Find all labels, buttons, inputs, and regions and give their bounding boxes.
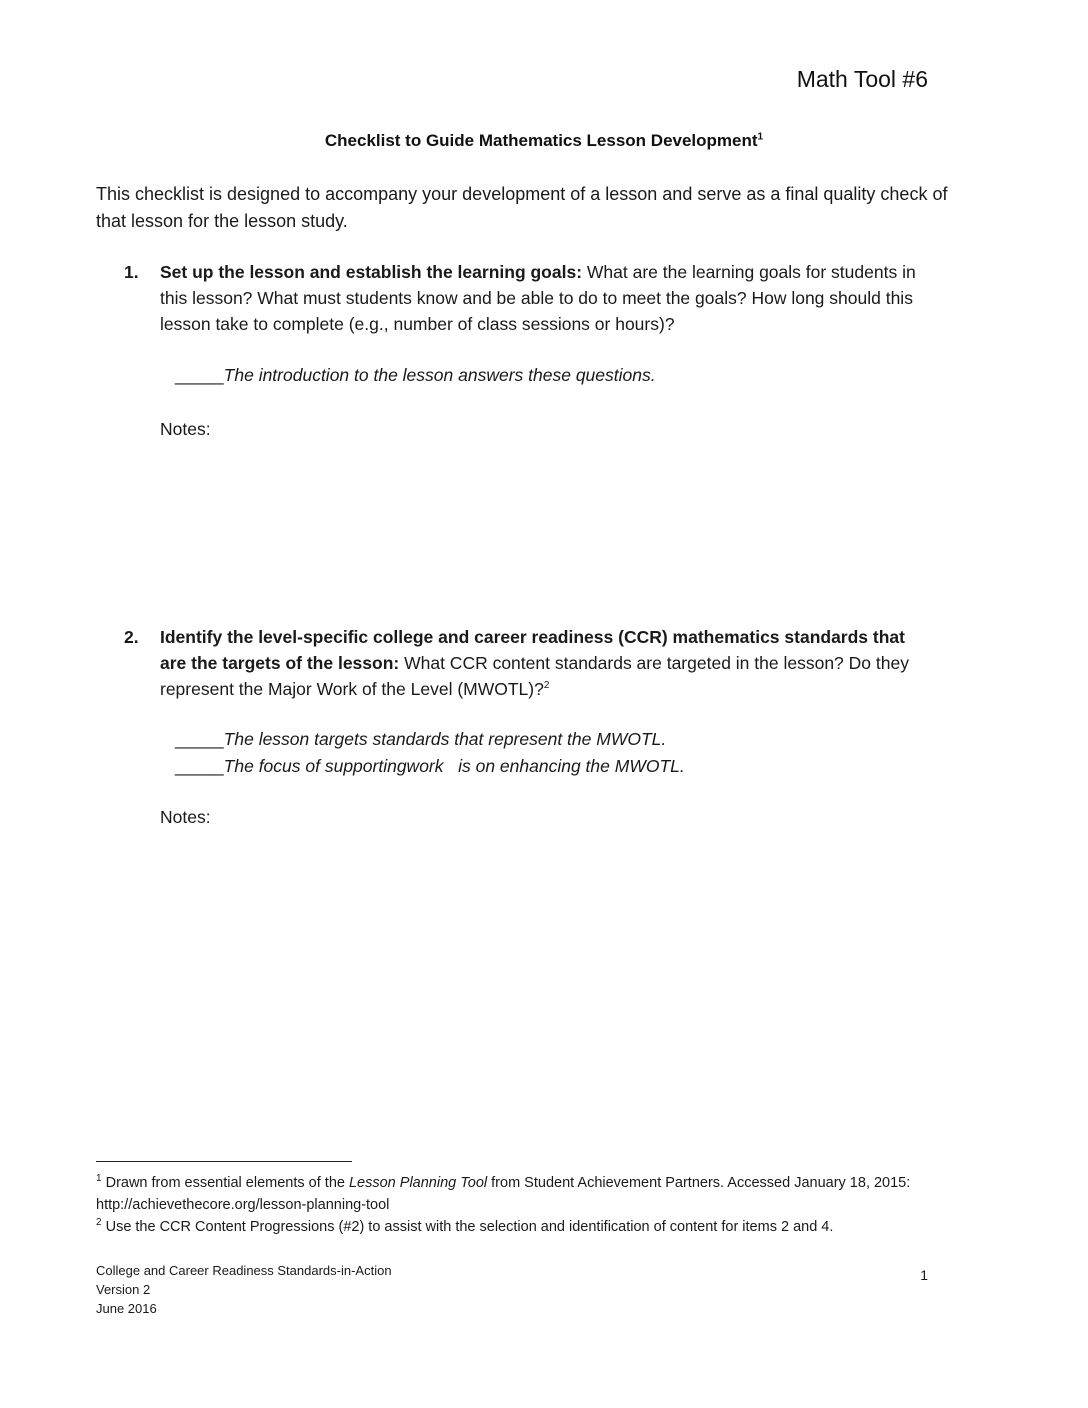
item-body xyxy=(160,259,924,337)
footnote-2 xyxy=(96,1216,976,1238)
item-text: What CCR content standards are targeted in the lesson? Do they represent the Major Work of the Level (MWOTL)? xyxy=(160,653,909,699)
check-line xyxy=(175,756,685,777)
footnote-separator xyxy=(96,1161,352,1162)
footnote-text: Drawn from essential elements of the xyxy=(101,1175,349,1191)
footnotes xyxy=(96,1172,976,1238)
footnote-text: from Student Achievement Partners. Accessed January 18, 2015: http://achievethecore.org/lesson-planning-tool xyxy=(96,1175,911,1213)
footnote-mark: 1 xyxy=(96,1173,102,1185)
item-body xyxy=(160,624,924,702)
notes-label: Notes: xyxy=(160,419,211,439)
check-text: The lesson targets standards that represent the MWOTL. xyxy=(223,729,667,749)
footnote-italic: Lesson Planning Tool xyxy=(348,1175,488,1191)
check-text: The focus of supportingwork is on enhancing the MWOTL. xyxy=(223,756,685,776)
checklist-item-2 xyxy=(124,624,924,702)
title-footnote-ref: 1 xyxy=(757,131,764,143)
page-footer xyxy=(96,1261,392,1318)
check-blank[interactable]: _____ xyxy=(175,365,224,385)
item-text: What are the learning goals for students in this lesson? What must students know and be able to do to meet the goals? How long should this lesson take to complete (e.g., number of class sessions or hours)? xyxy=(160,262,916,334)
check-blank[interactable]: _____ xyxy=(175,729,224,749)
footer-line: June 2016 xyxy=(96,1301,157,1316)
title-text: Checklist to Guide Mathematics Lesson Development xyxy=(324,131,758,150)
checklist-item-1 xyxy=(124,259,924,337)
tool-label: Math Tool #6 xyxy=(796,66,928,92)
check-line xyxy=(175,365,656,386)
footnote-mark: 2 xyxy=(96,1217,102,1229)
footnote-1 xyxy=(96,1172,976,1216)
intro-paragraph: This checklist is designed to accompany your development of a lesson and serve as a final quality check of that lesson for the lesson study. xyxy=(96,184,948,231)
check-line xyxy=(175,729,666,750)
footer-line: College and Career Readiness Standards-in-Action xyxy=(96,1263,392,1278)
item-number: 2. xyxy=(124,627,139,647)
check-text: The introduction to the lesson answers these questions. xyxy=(223,365,656,385)
footnote-text: Use the CCR Content Progressions (#2) to assist with the selection and identification of content for items 2 and 4. xyxy=(101,1219,834,1235)
item-footnote-ref: 2 xyxy=(543,680,550,692)
item-heading: Identify the level-specific college and career readiness (CCR) mathematics standards that are the targets of the lesson: xyxy=(160,627,905,673)
check-blank[interactable]: _____ xyxy=(175,756,224,776)
footer-line: Version 2 xyxy=(96,1282,151,1297)
item-heading: Set up the lesson and establish the learning goals: xyxy=(160,262,583,282)
page-number: 1 xyxy=(920,1267,928,1283)
item-number: 1. xyxy=(124,262,139,282)
notes-label: Notes: xyxy=(160,807,211,827)
page-title xyxy=(0,131,1088,151)
